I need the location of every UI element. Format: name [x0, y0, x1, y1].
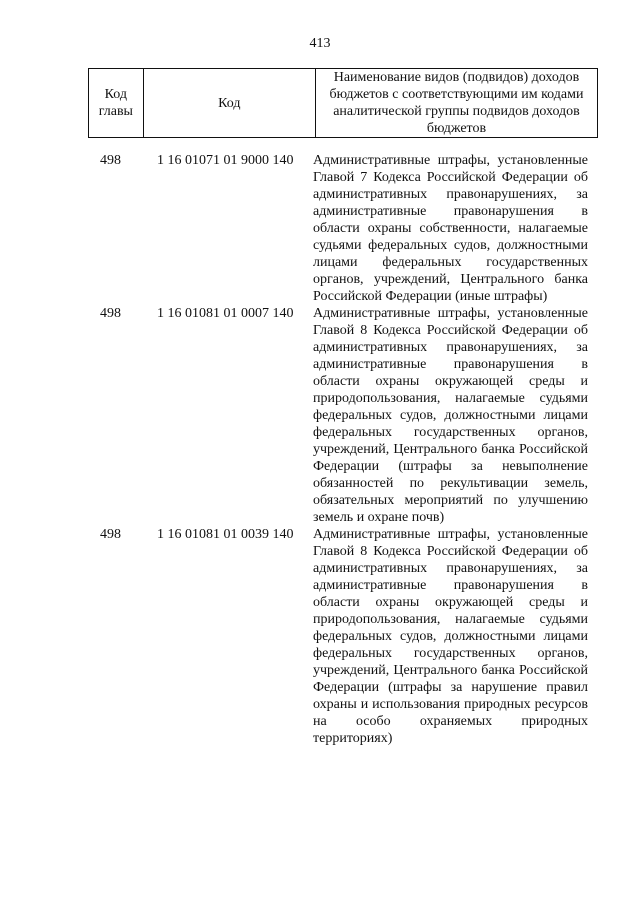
row-chapter-code: 498	[100, 153, 121, 168]
table-body	[0, 152, 640, 747]
row-code: 1 16 01081 01 0039 140	[157, 527, 294, 542]
row-description: Административные штрафы, установленные Главой 7 Кодекса Российской Федерации об административных правонарушениях, за административные правонарушения в области охраны собственности, налагаемые судьями федеральных судов, должностными лицами федеральных государственных органов, учреждений, Центрального банка Российской Федерации (иные штрафы)	[313, 153, 588, 304]
row-code: 1 16 01081 01 0007 140	[157, 306, 294, 321]
row-code: 1 16 01071 01 9000 140	[157, 153, 294, 168]
row-description: Административные штрафы, установленные Главой 8 Кодекса Российской Федерации об административных правонарушениях, за административные правонарушения в области охраны окружающей среды и природопользования, налагаемые судьями федеральных судов, должностными лицами федеральных государственных органов, учреждений, Центрального банка Российской Федерации (штрафы за невыполнение обязанностей по рекультивации земель, обязательных мероприятий по улучшению земель и охране почв)	[313, 306, 588, 525]
row-chapter-code: 498	[100, 306, 121, 321]
table-row	[0, 526, 640, 747]
row-chapter-code: 498	[100, 527, 121, 542]
table-row	[0, 152, 640, 305]
table-row	[0, 305, 640, 526]
row-description: Административные штрафы, установленные Главой 8 Кодекса Российской Федерации об административных правонарушениях, за административные правонарушения в области охраны окружающей среды и природопользования, налагаемые судьями федеральных судов, должностными лицами федеральных государственных органов, учреждений, Центрального банка Российской Федерации (штрафы за нарушение правил охраны и использования природных ресурсов на особо охраняемых природных территориях)	[313, 527, 588, 746]
header-code: Код	[143, 69, 315, 138]
header-description: Наименование видов (подвидов) доходов бюджетов с соответствующими им кодами аналитической группы подвидов доходов бюджетов	[315, 69, 597, 138]
table-header	[88, 68, 598, 138]
header-chapter-code: Код главы	[89, 69, 144, 138]
page-number: 413	[309, 36, 331, 51]
